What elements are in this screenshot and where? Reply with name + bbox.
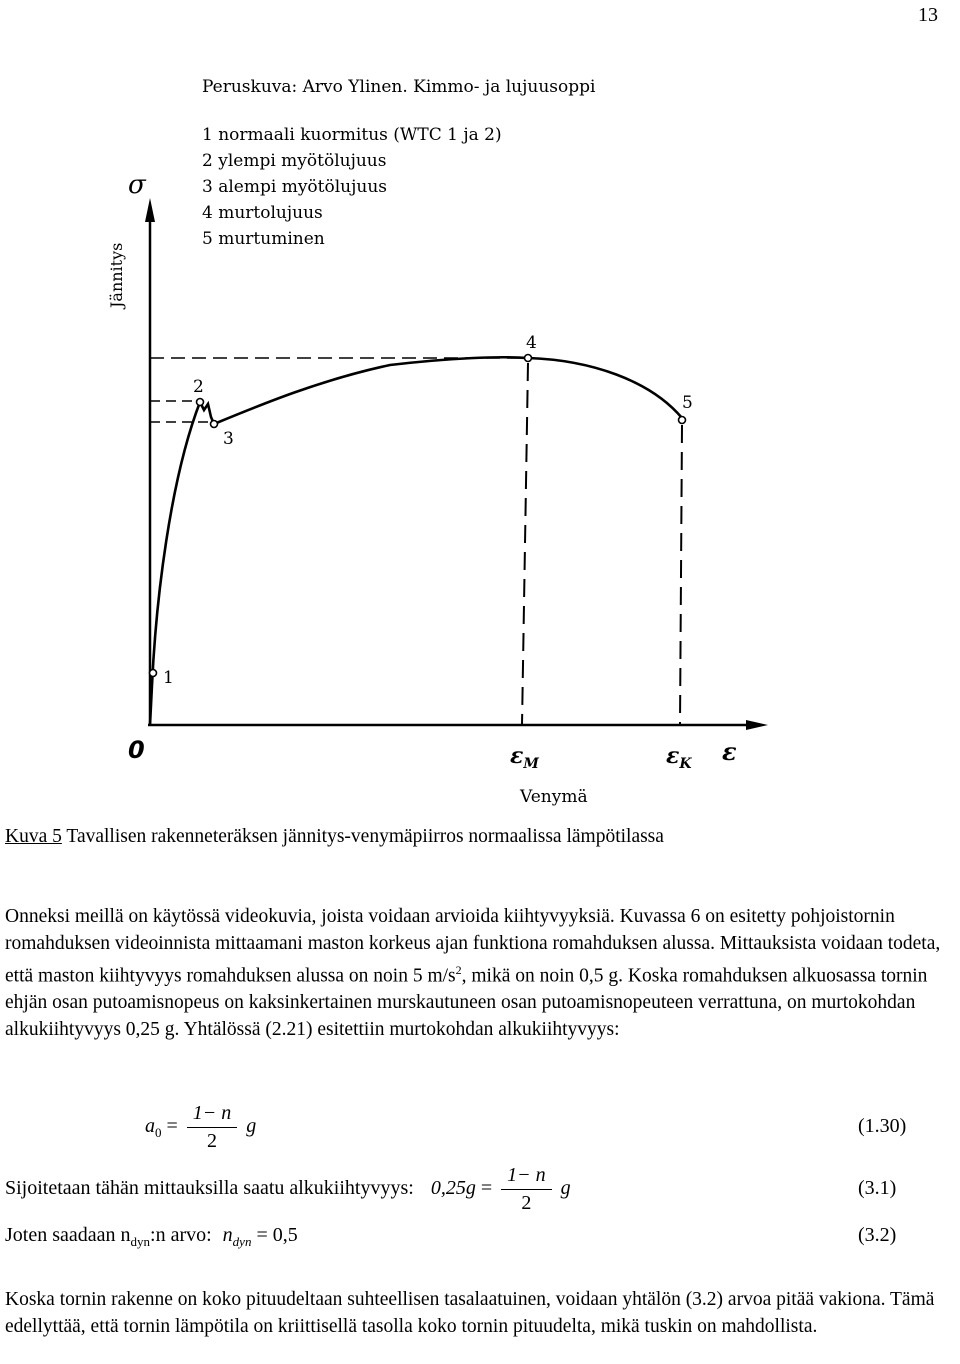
eq2-text: Sijoitetaan tähän mittauksilla saatu alkukiihtyvyys: <box>5 1177 414 1200</box>
caption-text: Tavallisen rakenneteräksen jännitys-venymäpiirros normaalissa lämpötilassa <box>61 826 664 847</box>
eq1-equals: = <box>166 1115 178 1138</box>
body-paragraph-1 <box>5 904 955 1043</box>
eq3-var: n <box>222 1224 233 1246</box>
eq3-rhs: = 0,5 <box>256 1224 298 1246</box>
point-1-marker <box>150 670 157 677</box>
eq3-text-sub: dyn <box>130 1234 151 1249</box>
stress-strain-curve <box>150 357 682 725</box>
point-2-label: 2 <box>193 377 204 397</box>
para2-text: Koska tornin rakenne on koko pituudeltaan suhteellisen tasalaatuinen, voidaan yhtälön (3.2) arvoa pitää vakiona. Tämä edellyttää, että tornin lämpötila on kriittisellä tasolla koko tornin pituudelta, mikä tuskin on mahdollista. <box>5 1289 935 1337</box>
eq1-rhs: g <box>246 1115 257 1138</box>
equation-1 <box>145 1102 256 1153</box>
eps-m-guide <box>522 363 528 725</box>
eq1-lhs-sub: 0 <box>155 1125 162 1141</box>
caption-lead: Kuva 5 <box>5 826 62 847</box>
eq2-rhs: g <box>560 1177 571 1200</box>
eq2-denominator: 2 <box>521 1192 532 1214</box>
para1-superscript: 2 <box>455 963 462 977</box>
origin-label: 0 <box>128 736 145 764</box>
point-5-label: 5 <box>682 393 693 413</box>
eq2-equals: = <box>480 1177 493 1200</box>
legend-item-3: 3 alempi myötölujuus <box>202 177 387 197</box>
point-4-marker <box>525 355 532 362</box>
point-4-label: 4 <box>526 333 537 353</box>
body-paragraph-2 <box>5 1287 955 1340</box>
eq1-denominator: 2 <box>207 1130 218 1152</box>
page-number: 13 <box>918 4 938 26</box>
legend-item-5: 5 murtuminen <box>202 229 325 249</box>
eq3-text-a: Joten saadaan n <box>5 1224 131 1246</box>
legend-item-2: 2 ylempi myötölujuus <box>202 151 387 171</box>
eq1-lhs: a <box>145 1115 155 1138</box>
para1-text-b: , mikä on noin 0,5 g. Koska romahduksen alkuosassa tornin ehjän osan putoamisnopeus on kaksinkertainen murskautuneen osan putoamisnopeuteen verrattuna, on murtokohdan alkukiihtyvyys 0,25 g. Yhtälössä (2.21) esitettiin murtokohdan alkukiihtyvyys: <box>5 965 928 1040</box>
equation-2-number: (3.1) <box>858 1177 897 1199</box>
figure-caption <box>5 826 664 848</box>
x-axis-symbol: ε <box>722 737 737 766</box>
eq1-fraction <box>187 1102 238 1153</box>
figure-source-note: Peruskuva: Arvo Ylinen. Kimmo- ja lujuusoppi <box>202 77 596 97</box>
y-axis-label: Jännitys <box>107 242 126 308</box>
point-3-marker <box>211 421 218 428</box>
eq3-text-b: :n arvo: <box>150 1224 212 1246</box>
equation-3-number: (3.2) <box>858 1224 897 1246</box>
point-3-label: 3 <box>223 429 234 449</box>
equation-2 <box>5 1164 571 1215</box>
legend-item-4: 4 murtolujuus <box>202 203 323 223</box>
equation-1-number: (1.30) <box>858 1115 907 1137</box>
eps-m-label: $\varepsilon_M$ <box>510 743 539 772</box>
eps-k-label: $\varepsilon_K$ <box>666 743 692 772</box>
eq3-var-sub: dyn <box>232 1234 252 1249</box>
x-axis-label: Venymä <box>520 787 588 807</box>
point-5-marker <box>679 417 686 424</box>
eps-k-guide <box>680 425 682 725</box>
point-1-label: 1 <box>163 668 174 688</box>
x-axis-arrow-icon <box>746 720 768 730</box>
equation-3 <box>5 1224 298 1250</box>
eq2-fraction <box>501 1164 552 1215</box>
eq1-numerator: 1− n <box>187 1102 238 1128</box>
y-axis-arrow-icon <box>145 198 155 222</box>
para1-text-a: Onneksi meillä on käytössä videokuvia, joista voidaan arvioida kiihtyvyyksiä. Kuvassa 6 on esitetty pohjoistornin romahduksen videoinnista mittaamani maston korkeus ajan funktiona romahduksen alussa. Mittauksista voidaan todeta, että maston kiihtyvyys romahduksen alussa on noin 5 m/s <box>5 906 941 987</box>
stress-strain-figure <box>90 60 810 820</box>
stress-strain-diagram <box>90 60 810 820</box>
legend-item-1: 1 normaali kuormitus (WTC 1 ja 2) <box>202 125 502 145</box>
eq2-numerator: 1− n <box>501 1164 552 1190</box>
eq2-lhs: 0,25g <box>430 1177 476 1200</box>
y-axis-symbol: σ <box>128 170 146 200</box>
point-2-marker <box>197 399 204 406</box>
